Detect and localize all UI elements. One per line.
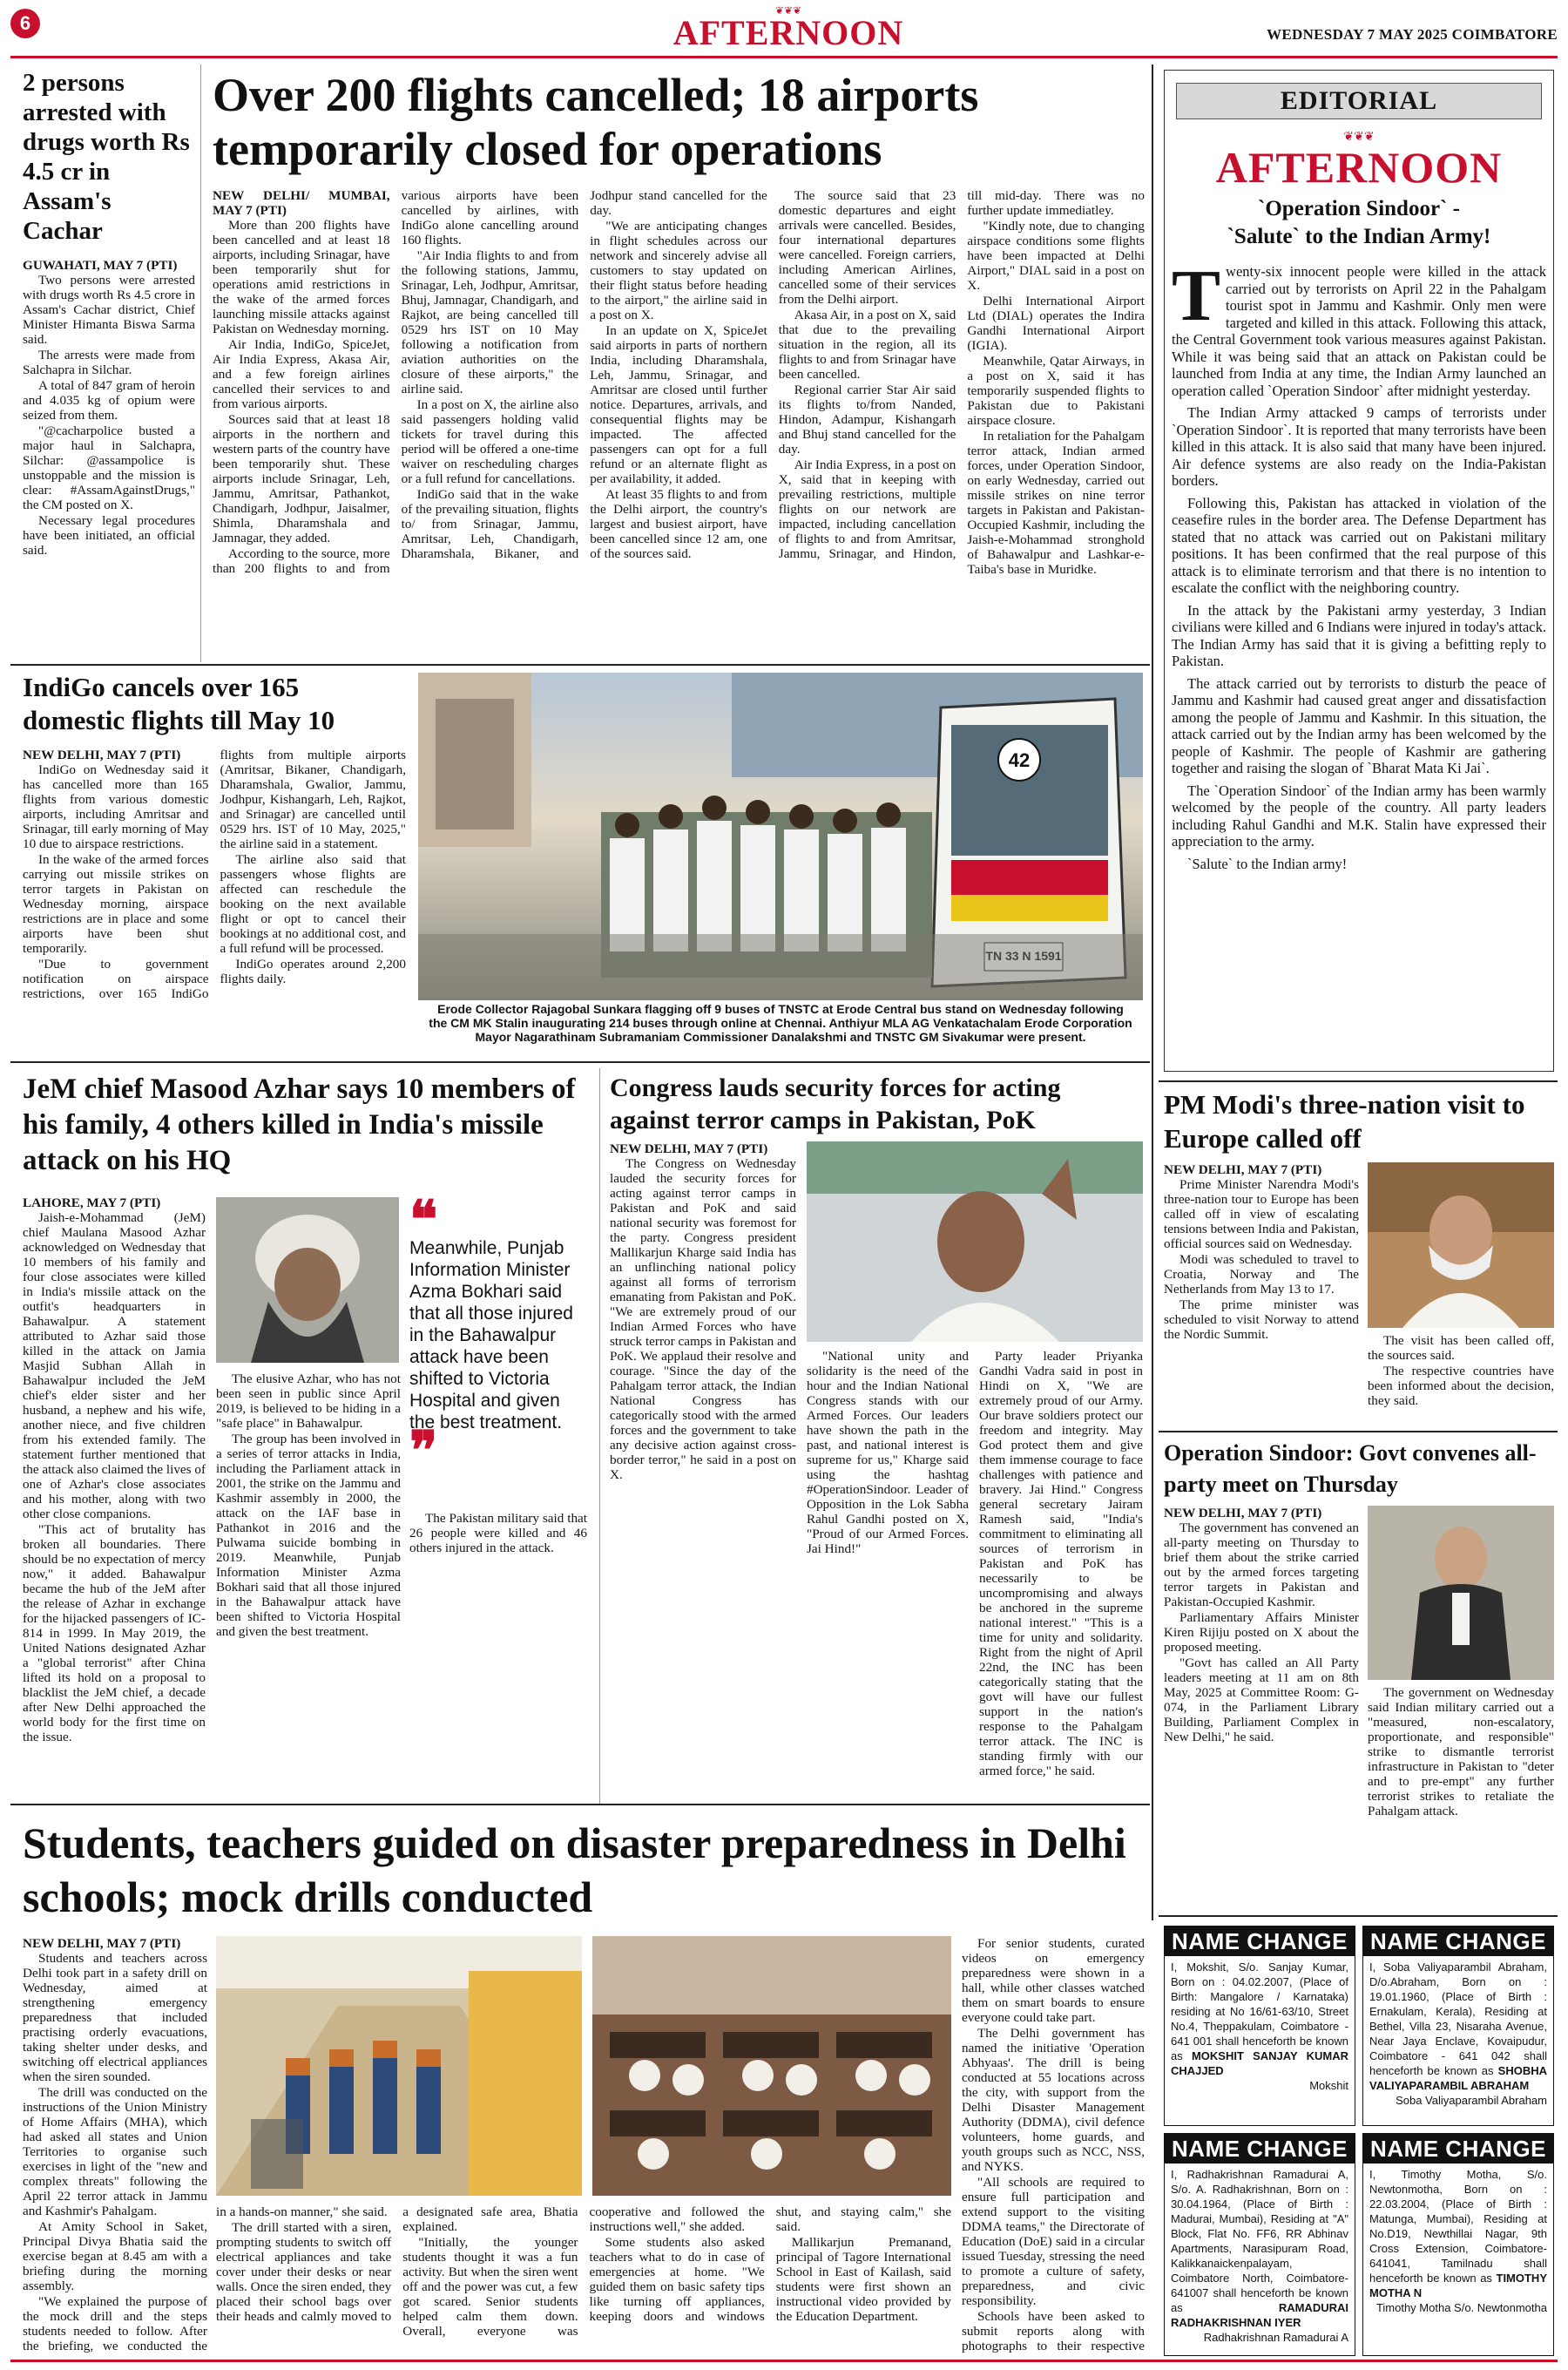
editorial-title-line1: `Operation Sindoor` - bbox=[1258, 197, 1460, 220]
paragraph: "National unity and solidarity is the need of the hour and the Indian National Congress stands with our Armed Forces. Our leaders have shown the path in the past, and national interest is supreme for us," Kharge said using the hashtag #OperationSindoor. Leader of Opposition in the Lok Sabha Rahul Gandhi posted on X, "Proud of our Armed Forces. Jai Hind!" bbox=[807, 1349, 969, 1556]
congress-headline: Congress lauds security forces for acting against terror camps in Pakistan, PoK bbox=[610, 1073, 1061, 1134]
column-divider bbox=[200, 64, 201, 662]
masthead bbox=[0, 0, 1568, 61]
signature: Radhakrishnan Ramadurai A bbox=[1203, 2331, 1348, 2344]
masthead-title: AFTERNOON bbox=[672, 13, 904, 52]
name-change-ad bbox=[1164, 2133, 1355, 2356]
modi-body-col1 bbox=[1164, 1162, 1359, 1424]
editorial-ornament-icon: ❦❦❦ bbox=[1343, 131, 1375, 144]
paragraph: In the attack by the Pakistani army yesterday, 3 Indian civilians were killed and 6 Indians were injured in today's attack. The Indian Army has said that it is giving a befitting reply to Pakistan. bbox=[1172, 601, 1546, 669]
students-body-last bbox=[962, 1936, 1145, 2354]
pullquote-text: Meanwhile, Punjab Information Minister Azma Bokhari said that all those injured in the Bahawalpur attack have been shifted to Victoria Hospital and given the best treatment. bbox=[409, 1238, 573, 1432]
column-divider bbox=[599, 1068, 600, 1804]
name-change-body: I, Mokshit, S/o. Sanjay Kumar, Born on : 04.02.2007, (Place of Birth: Mangalore / Karnataka) residing at No 16/61-63/10, Street No.4, Theppakulam, Coimbatore - 641 001 shall henceforth be known as MOKSHIT SANJAY KUMAR CHAJJED Mokshit bbox=[1171, 1960, 1349, 2092]
students-body-col1 bbox=[23, 1936, 207, 2354]
editorial bbox=[1164, 70, 1554, 1072]
section-rule bbox=[10, 1061, 1150, 1063]
paragraph: More than 200 flights have been cancelled and at least 18 airports, including Srinagar, have been temporarily shut for operations amid restrictions in the wake of the armed forces launching missile attacks against Pakistan on Wednesday morning. bbox=[213, 218, 390, 336]
paragraph: wenty-six innocent people were killed in the attack carried out by terrorists on April 22 in the Pahalgam tourist spot in Jammu and Kashmir. Only men were targeted and killed in this attack. Following this attack, the Central Government took various measures against Pakistan. While it was being said that an attack on Pakistan could be launched from India at any time, the Indian Army launched an operation called `Operation Sindoor` after midnight yesterday. bbox=[1172, 263, 1546, 399]
bus-route-number: 42 bbox=[1008, 749, 1031, 771]
paragraph: In a post on X, the airline also said passengers holding valid tickets for travel during this period will be offered a one-time waiver on rescheduling charges or a full refund for cancellations. bbox=[401, 397, 579, 486]
editorial-dropcap: T bbox=[1172, 255, 1221, 336]
paragraph: At least 35 flights to and from the Delhi airport, the country's largest and busiest airport, have been cancelled since 12 am, one of the sources said. bbox=[590, 487, 767, 561]
indigo-body bbox=[23, 748, 406, 1066]
congress-article bbox=[610, 1072, 1143, 1136]
lead-dateline: NEW DELHI/ MUMBAI, MAY 7 (PTI) bbox=[213, 188, 390, 218]
paragraph: Regional carrier Star Air said its flights to/from Nanded, Hindon, Adampur, Kishangarh and Bhuj stand cancelled for the day. bbox=[778, 383, 956, 457]
name-change-ad bbox=[1362, 2133, 1554, 2356]
photo-illustration bbox=[592, 1936, 951, 2196]
paragraph: In the wake of the armed forces carrying out missile strikes on terror targets in Pakistan on Wednesday morning, airspace restrictions are in place and some airports have been shut temporarily. bbox=[23, 852, 209, 956]
paragraph: The visit has been called off, the sources said. bbox=[1368, 1333, 1554, 1363]
bus-photo-caption: Erode Collector Rajagobal Sunkara flagging off 9 buses of TNSTC at Erode Central bus stand on Wednesday following the CM MK Stalin inaugurating 214 buses through online at Chennai. Anthiyur MLA AG Venkatachalam Erode Corporation Mayor Nagarathinam Subramaniam Commissioner Danalakshmi and TNSTC GM Sivakumar were present. bbox=[429, 1002, 1132, 1044]
editorial-body bbox=[1172, 255, 1546, 872]
section-rule bbox=[10, 664, 1150, 666]
jem-dateline: LAHORE, MAY 7 (PTI) bbox=[23, 1195, 161, 1210]
photo-illustration bbox=[216, 1936, 582, 2196]
signature: Soba Valiyaparambil Abraham bbox=[1396, 2094, 1547, 2107]
congress-body-col3 bbox=[979, 1349, 1143, 1802]
congress-dateline: NEW DELHI, MAY 7 (PTI) bbox=[610, 1141, 768, 1156]
editorial-label: EDITORIAL bbox=[1176, 83, 1542, 119]
paragraph: Meanwhile, Qatar Airways, in a post on X, said it has temporarily suspended flights to Pakistan due to Pakistani airspace closure. bbox=[967, 354, 1145, 428]
jem-headline: JeM chief Masood Azhar says 10 members of his family, 4 others killed in India's missile attack on his HQ bbox=[23, 1073, 576, 1176]
paragraph: Delhi International Airport Ltd (DIAL) operates the Indira Gandhi International Airport (IGIA). bbox=[967, 294, 1145, 353]
modi-body-col2 bbox=[1368, 1333, 1554, 1420]
name-change-body: I, Soba Valiyaparambil Abraham, D/o.Abraham, Born on : 19.01.1960, (Place of Birth : Ernakulam, Kerala), Residing at Bethel, Villa 23, Nisaraha Avenue, Near Jaya Enclave, Kovaipudur, Coimbatore - 641 042 shall henceforth be known as SHOBHA VALIYAPARAMBIL ABRAHAM Soba Valiyaparambil Abraham bbox=[1369, 1960, 1547, 2107]
masthead-rule bbox=[10, 56, 1558, 58]
paragraph: In retaliation for the Pahalgam terror attack, Indian armed forces, under Operation Sindoor, on early Wednesday, carried out missile strikes on nine terror targets in Pakistan and Pakistan-Occupied Kashmir, including the Jaish-e-Mohammad stronghold of Bahawalpur and Lashkar-e-Taiba's base in Muridke. bbox=[967, 429, 1145, 577]
paragraph: Parliamentary Affairs Minister Kiren Rijiju posted on X about the proposed meeting. bbox=[1164, 1610, 1359, 1655]
students-dateline: NEW DELHI, MAY 7 (PTI) bbox=[23, 1936, 181, 1951]
section-rule bbox=[10, 1804, 1150, 1805]
modi-dateline: NEW DELHI, MAY 7 (PTI) bbox=[1164, 1162, 1322, 1177]
paragraph: in a hands-on manner," she said. bbox=[216, 2204, 388, 2219]
students-body-cols bbox=[216, 2204, 951, 2353]
paragraph: IndiGo operates around 2,200 flights daily. bbox=[220, 957, 406, 986]
lead-headline: Over 200 flights cancelled; 18 airports temporarily closed for operations bbox=[213, 69, 979, 175]
lead-article bbox=[213, 68, 1145, 634]
paragraph: The drill started with a siren, prompting students to switch off electrical appliances and take cover under their desks or near walls. Once the siren ended, they placed their school bags over their heads and calmly moved to a designated safe area, Bhatia explained. bbox=[216, 2204, 578, 2324]
paragraph: The Pakistan military said that 26 people were killed and 46 others injured in the attack. bbox=[409, 1511, 587, 1555]
paragraph: "@cacharpolice busted a major haul in Salchapra, Silchar: @assampolice is unstoppable and the mission is clear: #AssamAgainstDrugs," the CM posted on X. bbox=[23, 423, 195, 512]
signature: Timothy Motha S/o. Newtonmotha bbox=[1375, 2301, 1547, 2314]
paragraph: The government on Wednesday said Indian military carried out a "measured, non-escalatory, proportionate, and responsible" strike to dismantle terrorist infrastructure in Pakistan to "deter and to pre-empt" any further terrorist strikes to retaliate the Pahalgam attack. bbox=[1368, 1685, 1554, 1818]
paragraph: Air India Express, in a post on X, said that in keeping with prevailing restrictions, multiple flights on our network are impacted, including cancellation of flights to and from Amritsar, Jammu, Srinagar, and Hindon, till mid-day. There was no further update immediatley. bbox=[778, 188, 1145, 561]
column-divider bbox=[1152, 64, 1153, 1920]
masood-azhar-photo bbox=[216, 1197, 399, 1363]
paragraph: Air India, IndiGo, SpiceJet, Air India Express, Akasa Air, and a few foreign airlines cancelled their services to and from various airports. bbox=[213, 337, 390, 411]
name-change-ad bbox=[1362, 1926, 1554, 2126]
paragraph: The attack carried out by terrorists to disturb the peace of Jammu and Kashmir had caused great anger and dissatisfaction among the people of Jammu and Kashmir. In this situation, the attack carried out by the Indian army has been welcomed by the people of Kashmir. The people of Kashmir are gathering together and raising the slogan of `Bharat Mata Ki Jai`. bbox=[1172, 674, 1546, 776]
paragraph: Following this, Pakistan has attacked in violation of the ceasefire rules in the border area. The Defense Department has stated that no attack was carried out on Pakistani military positions. It has been confirmed that the real purpose of this attack is to eliminate terrorism and that there is no intention to escalate the conflict with the neighboring country. bbox=[1172, 494, 1546, 596]
paragraph: The elusive Azhar, who has not been seen in public since April 2019, is believed to be hiding in a "safe place" in Bahawalpur. bbox=[216, 1371, 401, 1431]
rijiju-photo bbox=[1368, 1506, 1554, 1680]
paragraph: Necessary legal procedures have been initiated, an official said. bbox=[23, 513, 195, 558]
footer-rule bbox=[10, 2360, 1558, 2362]
name-change-ad bbox=[1164, 1926, 1355, 2126]
paragraph: Some students also asked teachers what to do in case of emergencies at home. "We guided them on basic safety tips like turning off appliances, keeping doors and windows shut, and staying calm," she said. bbox=[589, 2204, 951, 2324]
modi-article bbox=[1164, 1087, 1554, 1155]
paragraph: At Amity School in Saket, Principal Divya Bhatia said the exercise began at 8.45 am with a briefing during the morning assembly. bbox=[23, 2219, 207, 2293]
paragraph: The drill was conducted on the instructions of the Union Ministry of Home Affairs (MHA), which had asked all states and Union Territories to organise such exercises in light of the "new and complex threats" following the April 22 terror attack in Jammu and Kashmir's Pahalgam. bbox=[23, 2085, 207, 2218]
editorial-title-line2: `Salute` to the Indian Army! bbox=[1227, 225, 1491, 248]
bus-photo-illustration bbox=[418, 673, 1143, 1000]
paragraph: The group has been involved in a series of terror attacks in India, including the Parliament attack in 2001, the strike on the Jammu and Kashmir assembly in 2000, the attack on the IAF base in Pathankot in 2016 and the Pulwama suicide bombing in 2019. Meanwhile, Punjab Information Minister Azma Bokhari said that all those injured in the Bahawalpur attack have been shifted to Victoria Hospital and given the best treatment. bbox=[216, 1432, 401, 1639]
paragraph: Schools have been asked to submit reports along with photographs to their respective bbox=[962, 2309, 1145, 2353]
portrait-illustration bbox=[216, 1197, 399, 1363]
kharge-photo bbox=[807, 1141, 1143, 1342]
indigo-dateline: NEW DELHI, MAY 7 (PTI) bbox=[23, 748, 181, 762]
paragraph: A total of 847 gram of heroin and 4.035 kg of opium were seized from them. bbox=[23, 378, 195, 423]
assam-body bbox=[23, 258, 195, 558]
allparty-body-col1 bbox=[1164, 1506, 1359, 1908]
jem-body-col3 bbox=[409, 1511, 587, 1798]
indigo-article bbox=[23, 671, 406, 1066]
assam-dateline: GUWAHATI, MAY 7 (PTI) bbox=[23, 258, 178, 273]
paragraph: "Due to government notification on airspace restrictions, over 165 IndiGo flights from multiple airports (Amritsar, Bikaner, Chandigarh, Dharamshala, Gwalior, Jammu, Jodhpur, Kishangarh, Leh, Rajkot, and Srinagar) are cancelled until 0529 hrs. IST of 10 May, 2025," the airline said in a statement. bbox=[23, 748, 406, 1001]
paragraph: "Initially, the younger students thought it was a fun activity. But when the siren went off and the power was cut, a few got scared. Senior students helped calm them down. Overall, everyone was cooperative and followed the instructions well," she added. bbox=[402, 2204, 765, 2339]
section-rule bbox=[1159, 1431, 1558, 1432]
paragraph: "Air India flights to and from the following stations, Jammu, Srinagar, Leh, Jodhpur, Amritsar, Bhuj, Jamnagar, Chandigarh, and Rajkot, are being cancelled till 0529 hrs IST on 10 May following a notification from aviation authorities on the closure of these airports," the airline said. bbox=[401, 248, 579, 396]
school-drill-photo-2 bbox=[592, 1936, 951, 2196]
students-headline: Students, teachers guided on disaster preparedness in Delhi schools; mock drills conducted bbox=[23, 1818, 1126, 1921]
name-change-body: I, Radhakrishnan Ramadurai A, S/o. A. Radhakrishnan, Born on : 30.04.1964, (Place of Birth : Madurai, Mumbai), Residing at "A" Block, Flat No. FF6, RR Abhinav Apartments, Narasipuram Road, Kalikkanaickenpalayam, Coimbatore North, Coimbatore-641007 shall henceforth be known as RAMADURAI RADHAKRISHNAN IYER Radhakrishnan Ramadurai A bbox=[1171, 2168, 1348, 2344]
paragraph: Students and teachers across Delhi took part in a safety drill on Wednesday, aimed at strengthening emergency preparedness that included practising orderly evacuations, taking shelter under desks, and switching off electrical appliances when the siren sounded. bbox=[23, 1951, 207, 2084]
paragraph: The Indian Army attacked 9 camps of terrorists under `Operation Sindoor`. It is reported that many terrorists have been killed in this attack. It is also said that many have been injured. Air defence systems are also ready on the India-Pakistan borders. bbox=[1172, 404, 1546, 489]
allparty-body-col2 bbox=[1368, 1685, 1554, 1908]
congress-body-col1 bbox=[610, 1141, 796, 1804]
paragraph: Party leader Priyanka Gandhi Vadra said in post in Hindi on X, "We are extremely proud of our Army. Our brave soldiers protect our freedom and integrity. May God protect them and give them immense courage to face challenges with patience and bravery. Jai Hind." Congress general secretary Jairam Ramesh said, "India's commitment to eliminating all sources of terrorism in Pakistan and PoK has necessarily to be uncompromising and always be anchored in the supreme national interest." "This is a time for unity and solidarity. Right from the night of April 22nd, the INC has been categorically stating that the govt will have our fullest support in the nation's response to the Pahalgam terror attack. The INC is standing firmly with our armed force," he said. bbox=[979, 1349, 1143, 1778]
name-change-heading: NAME CHANGE bbox=[1363, 2134, 1553, 2163]
masthead-date: WEDNESDAY 7 MAY 2025 COIMBATORE bbox=[1267, 26, 1558, 43]
congress-body-col2 bbox=[807, 1349, 969, 1802]
new-name: TIMOTHY MOTHA N bbox=[1369, 2272, 1547, 2299]
paragraph: According to the source, more than 200 flights to and from various airports have been cancelled by airlines, with IndiGo alone cancelling around 160 flights. bbox=[213, 188, 579, 576]
paragraph: The arrests were made from Salchapra in Silchar. bbox=[23, 348, 195, 377]
new-name: MOKSHIT SANJAY KUMAR CHAJJED bbox=[1171, 2049, 1349, 2077]
paragraph: The source said that 23 domestic departures and eight arrivals were cancelled. Besides, four international departures were cancelled. Foreign carriers, including American Airlines, cancelled some of their services from the Delhi airport. bbox=[778, 188, 956, 307]
modi-photo bbox=[1368, 1162, 1554, 1328]
paragraph: The Congress on Wednesday lauded the security forces for acting against terror camps in Pakistan and PoK and said national security was foremost for the party. Congress president Mallikarjun Kharge said India has an unflinching national policy against all forms of terrorism emanating from Pakistan and PoK. "We are extremely proud of our Indian Armed Forces who have struck terror camps in Pakistan and PoK. We applaud their resolve and courage. "Since the day of the Pahalgam terror attack, the Indian National Congress has categorically stood with the armed forces and the government to take any decisive action against cross-border terror," he said in a post on X. bbox=[610, 1156, 796, 1482]
jem-pullquote bbox=[409, 1191, 587, 1480]
paragraph: The `Operation Sindoor` of the Indian army has been warmly welcomed by the people of the country. All party leaders including Rahul Gandhi and M.K. Stalin have expressed their appreciation to the army. bbox=[1172, 782, 1546, 850]
portrait-illustration bbox=[1368, 1506, 1554, 1680]
paragraph: Prime Minister Narendra Modi's three-nation tour to Europe has been called off in view of escalating tensions between India and Pakistan, official sources said on Wednesday. bbox=[1164, 1177, 1359, 1251]
jem-body-col1 bbox=[23, 1195, 206, 1798]
editorial-logo: AFTERNOON bbox=[1215, 143, 1503, 192]
paragraph: Modi was scheduled to travel to Croatia, Norway and The Netherlands from May 13 to 17. bbox=[1164, 1252, 1359, 1297]
assam-headline: 2 persons arrested with drugs worth Rs 4.5 cr in Assam's Cachar bbox=[23, 69, 190, 245]
paragraph: `Salute` to the Indian army! bbox=[1187, 855, 1348, 872]
paragraph: Mallikarjun Premanand, principal of Tagore International School in East of Kailash, said students were first shown an instructional video provided by the Education Department. bbox=[775, 2235, 951, 2324]
name-change-heading: NAME CHANGE bbox=[1165, 1926, 1355, 1956]
portrait-illustration bbox=[807, 1141, 1143, 1342]
allparty-headline: Operation Sindoor: Govt convenes all-party meet on Thursday bbox=[1164, 1440, 1537, 1497]
students-article bbox=[23, 1816, 1146, 1924]
paragraph: Akasa Air, in a post on X, said that due to the prevailing situation in the region, all its flights to and from Srinagar have been cancelled. bbox=[778, 308, 956, 382]
paragraph: "We are anticipating changes in flight schedules across our network and sincerely advise all customers to stay updated on their flight status before heading to the airport," the airline said in a post on X. bbox=[590, 219, 767, 322]
paragraph: The prime minister was scheduled to visit Norway to attend the Nordic Summit. bbox=[1164, 1297, 1359, 1342]
bus-photo bbox=[418, 673, 1143, 1000]
paragraph: In an update on X, SpiceJet said airports in parts of northern India, including Dharamshala, Leh, Jammu, Srinagar, and Amritsar are closed until further notice. Departures, arrivals, and consequential flights may be impacted. The affected passengers can opt for a full refund or an alternate flight as per availability, it added. bbox=[590, 323, 767, 486]
paragraph: "We explained the purpose of the mock drill and the steps students needed to follow. After the briefing, we conducted the bbox=[23, 2294, 207, 2353]
masthead-ornament-icon: ❦❦❦ bbox=[774, 4, 802, 17]
school-drill-photo-1 bbox=[216, 1936, 582, 2196]
section-rule bbox=[1159, 1080, 1558, 1082]
paragraph: "Govt has called an All Party leaders meeting at 11 am on 8th May, 2025 at Committee Room: G-074, in the Parliament Library Building, Parliament Complex in New Delhi," he said. bbox=[1164, 1656, 1359, 1744]
paragraph: "This act of brutality has broken all boundaries. There should be no expectation of mercy now," it added. Bahawalpur became the hub of the JeM after the release of Azhar in exchange for the hijacked passengers of IC-814 in 1999. In May 2019, the United Nations designated Azhar a "global terrorist" after China lifted its hold on a proposal to blacklist the JeM chief, a decade after New Delhi approached the world body for the first time on the issue. bbox=[23, 1522, 206, 1744]
allparty-dateline: NEW DELHI, MAY 7 (PTI) bbox=[1164, 1506, 1322, 1520]
paragraph: "Kindly note, due to changing airspace conditions some flights have been impacted at Delhi Airport," DIAL said in a post on X. bbox=[967, 219, 1145, 293]
paragraph: "All schools are required to ensure full participation and extend support to the visiting DDMA teams," the Directorate of Education (DoE) said in a circular issued Tuesday, stressing the need to promote a culture of safety, preparedness, and civic responsibility. bbox=[962, 2175, 1145, 2308]
lead-body bbox=[213, 188, 1145, 634]
new-name: RAMADURAI RADHAKRISHNAN IYER bbox=[1171, 2301, 1348, 2329]
section-rule bbox=[1159, 1915, 1558, 1917]
new-name: SHOBHA VALIYAPARAMBIL ABRAHAM bbox=[1369, 2064, 1547, 2092]
name-change-heading: NAME CHANGE bbox=[1165, 2134, 1355, 2163]
name-change-heading: NAME CHANGE bbox=[1363, 1926, 1553, 1956]
modi-headline: PM Modi's three-nation visit to Europe called off bbox=[1164, 1089, 1525, 1154]
paragraph: The airline also said that passengers whose flights are affected can reschedule the booking on the next available flight or opt to cancel their bookings at no additional cost, and a full refund will be processed. bbox=[220, 852, 406, 956]
paragraph: IndiGo said that in the wake of the prevailing situation, flights to/ from Srinagar, Jammu, Amritsar, Leh, Chandigarh, Dharamshala, Bikaner, and Jodhpur stand cancelled for the day. bbox=[401, 188, 767, 561]
paragraph: For senior students, curated videos on emergency preparedness were shown in a hall, while other classes watched them on smart boards to ensure everyone could take part. bbox=[962, 1936, 1145, 2025]
jem-body-col2 bbox=[216, 1371, 401, 1798]
paragraph: Jaish-e-Mohammad (JeM) chief Maulana Masood Azhar acknowledged on Wednesday that 10 members of his family and four close associates were killed in India's missile attack on the outfit's headquarters in Bahawalpur. A statement attributed to Azhar said those killed in the attack on Jamia Masjid Subhan Allah in Bahawalpur included the JeM chief's elder sister and her husband, a nephew and his wife, another niece, and five children from his extended family. The statement further mentioned that the attack also claimed the lives of one of Azhar's close associates and his mother, along with two other close companions. bbox=[23, 1210, 206, 1521]
paragraph: The Delhi government has named the initiative 'Operation Abhyaas'. The drill is being conducted at 55 locations across the city, with support from the Delhi Disaster Management Authority (DDMA), civil defence volunteers, home guards, and youth groups such as NCC, NSS, and NYKS. bbox=[962, 2026, 1145, 2174]
open-quote-icon: ❝ bbox=[409, 1191, 438, 1249]
indigo-headline: IndiGo cancels over 165 domestic flights till May 10 bbox=[23, 672, 335, 735]
paragraph: The respective countries have been informed about the decision, they said. bbox=[1368, 1364, 1554, 1408]
paragraph: Two persons were arrested with drugs worth Rs 4.5 crore in Assam's Cachar district, Chief Minister Himanta Biswa Sarma said. bbox=[23, 273, 195, 347]
allparty-article bbox=[1164, 1438, 1554, 1500]
name-change-body: I, Timothy Motha, S/o. Newtonmotha, Born on : 22.03.2004, (Place of Birth : Matunga, Mumbai), Residing at No.D19, Newthillai Nagar, 9th Cross Extension, Coimbatore-641041, Tamilnadu shall henceforth be known as TIMOTHY MOTHA N Timothy Motha S/o. Newtonmotha bbox=[1369, 2168, 1547, 2314]
paragraph: The government has convened an all-party meeting on Thursday to brief them about the strike carried out by the armed forces targeting terror targets in Pakistan and Pakistan-Occupied Kashmir. bbox=[1164, 1520, 1359, 1609]
paragraph: IndiGo on Wednesday said it has cancelled more than 165 flights from various domestic airports, including Amritsar and Srinagar, till early morning of May 10 due to airspace restrictions. bbox=[23, 762, 209, 851]
paragraph: Sources said that at least 18 airports in the northern and western parts of the country have been temporarily shut. These airports include Srinagar, Leh, Jammu, Amritsar, Pathankot, Chandigarh, Jodhpur, Jaisalmer, Shimla, Dharamshala and Jamnagar, they added. bbox=[213, 412, 390, 545]
assam-article bbox=[23, 68, 195, 559]
jem-article bbox=[23, 1072, 587, 1179]
portrait-illustration bbox=[1368, 1162, 1554, 1328]
page-number: 6 bbox=[10, 9, 40, 38]
signature: Mokshit bbox=[1309, 2079, 1348, 2092]
close-quote-icon: ❞ bbox=[409, 1422, 438, 1480]
